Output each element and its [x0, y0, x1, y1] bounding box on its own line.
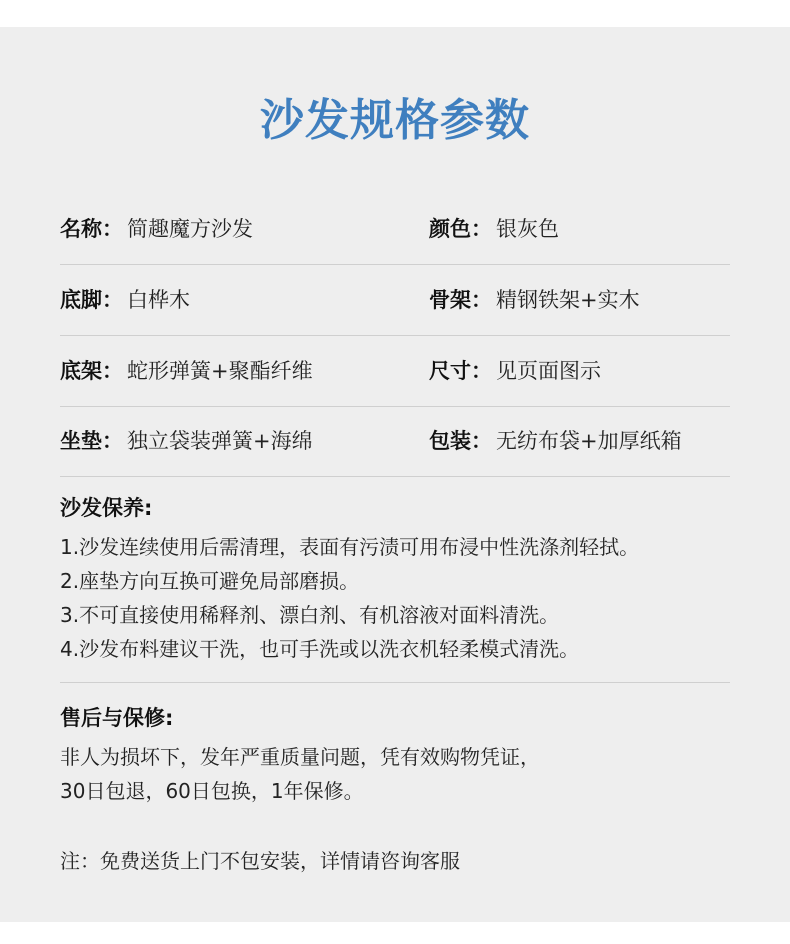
spec-value: 银灰色 [496, 217, 559, 241]
section-divider [60, 682, 730, 683]
spec-value: 见页面图示 [496, 359, 601, 383]
spec-label: 坐垫： [60, 429, 123, 453]
spec-row-cushion-package [60, 406, 730, 477]
spec-row-base-size [60, 336, 730, 407]
care-line: 2.座垫方向互换可避免局部磨损。 [60, 569, 360, 593]
spec-size [429, 336, 601, 406]
spec-base [60, 336, 313, 406]
spec-value: 白桦木 [127, 288, 190, 312]
spec-label: 包装： [429, 429, 492, 453]
care-title: 沙发保养: [60, 496, 153, 520]
spec-color [429, 194, 559, 264]
spec-package [429, 406, 682, 476]
spec-label: 名称： [60, 217, 123, 241]
page-title: 沙发规格参数 [260, 95, 530, 146]
spec-row-feet-frame [60, 265, 730, 336]
spec-cushion [60, 406, 313, 476]
spec-label: 尺寸： [429, 359, 492, 383]
after-sales-line: 非人为损坏下，发年严重质量问题，凭有效购物凭证， [60, 745, 540, 769]
spec-value: 独立袋装弹簧+海绵 [127, 429, 313, 453]
care-line: 3.不可直接使用稀释剂、漂白剂、有机溶液对面料清洗。 [60, 603, 560, 627]
care-line: 4.沙发布料建议干洗，也可手洗或以洗衣机轻柔模式清洗。 [60, 637, 580, 661]
spec-feet [60, 265, 190, 335]
spec-row-name-color [60, 194, 730, 265]
spec-label: 底架： [60, 359, 123, 383]
spec-frame [429, 265, 640, 335]
after-sales-title: 售后与保修: [60, 706, 174, 730]
care-line: 1.沙发连续使用后需清理，表面有污渍可用布浸中性洗涤剂轻拭。 [60, 535, 640, 559]
spec-value: 蛇形弹簧+聚酯纤维 [127, 359, 313, 383]
delivery-note: 注：免费送货上门不包安装，详情请咨询客服 [60, 849, 460, 873]
spec-value: 精钢铁架+实木 [496, 288, 640, 312]
spec-label: 颜色： [429, 217, 492, 241]
spec-label: 底脚： [60, 288, 123, 312]
spec-value: 无纺布袋+加厚纸箱 [496, 429, 682, 453]
spec-label: 骨架： [429, 288, 492, 312]
care-section [60, 492, 730, 666]
spec-value: 简趣魔方沙发 [127, 217, 253, 241]
spec-name [60, 194, 253, 264]
after-sales-line: 30日包退，60日包换，1年保修。 [60, 779, 364, 803]
after-sales-section [60, 702, 730, 808]
